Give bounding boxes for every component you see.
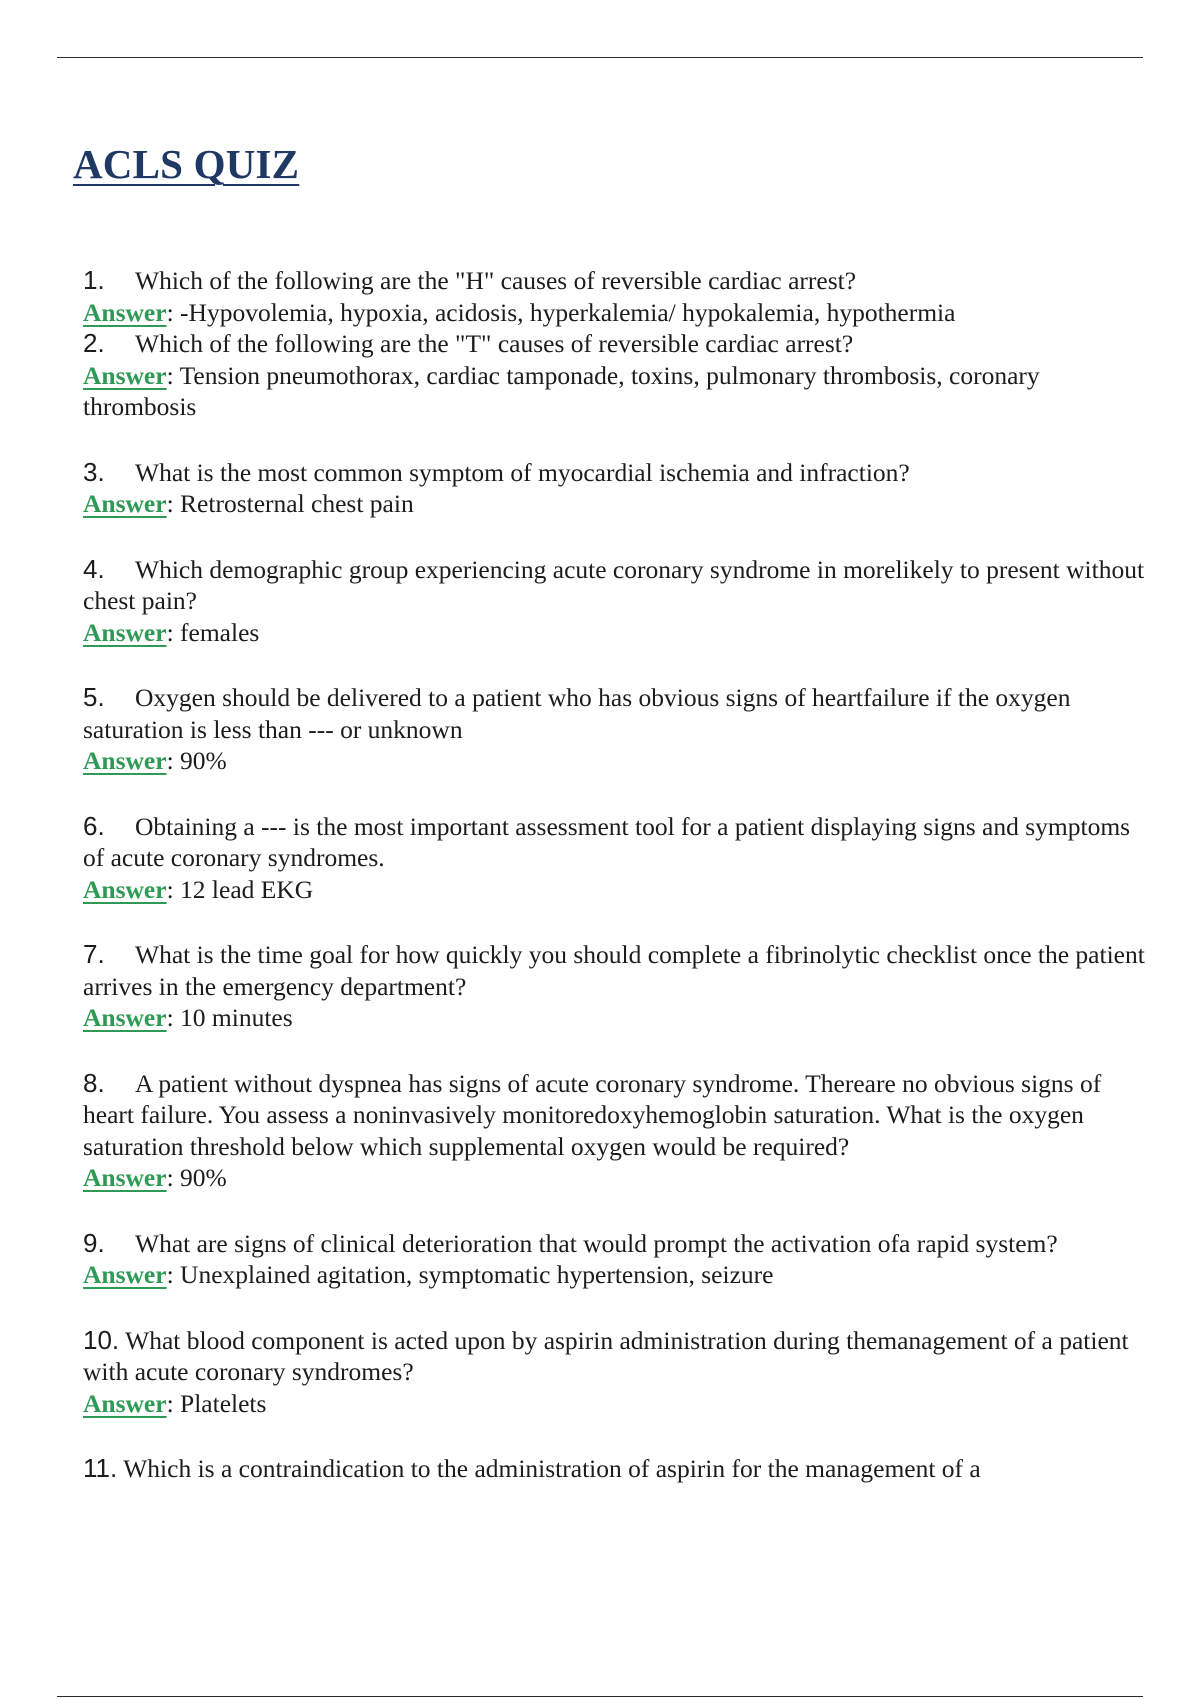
- qa-item: [83, 265, 1153, 328]
- answer-text: : 10 minutes: [166, 1003, 293, 1032]
- question: [83, 682, 1153, 745]
- qa-item: [83, 457, 1153, 520]
- question: [83, 328, 1153, 360]
- answer-label: Answer: [83, 297, 167, 327]
- answer-label: Answer: [83, 874, 167, 904]
- question-text: Which of the following are the "T" causes of reversible cardiac arrest?: [135, 329, 854, 358]
- question-text: What are signs of clinical deterioration that would prompt the activation ofa rapid system?: [135, 1228, 1058, 1258]
- question-list: [83, 265, 1153, 1485]
- answer: [83, 745, 1153, 777]
- answer-text: : 12 lead EKG: [166, 874, 314, 904]
- answer: [83, 1162, 1153, 1194]
- question: [83, 1325, 1153, 1388]
- answer-text: : Tension pneumothorax, cardiac tamponade, toxins, pulmonary thrombosis, coronary thrombosis: [83, 360, 1040, 421]
- answer: [83, 1259, 1153, 1291]
- answer-text: : Retrosternal chest pain: [166, 489, 414, 518]
- footer-rule: [57, 1696, 1143, 1697]
- page-title: ACLS QUIZ: [73, 141, 300, 187]
- question: [83, 457, 1153, 489]
- answer-label: Answer: [83, 617, 167, 647]
- qa-item: [83, 554, 1153, 649]
- question: [83, 811, 1153, 874]
- answer: [83, 617, 1153, 649]
- question-number: 8.: [83, 1067, 105, 1098]
- question-number: 11.: [83, 1453, 118, 1483]
- answer-text: : 90%: [166, 1163, 227, 1192]
- question-number: 4.: [83, 553, 105, 584]
- answer-label: Answer: [83, 1003, 167, 1032]
- question-number: 7.: [83, 939, 105, 969]
- question: [83, 265, 1153, 297]
- qa-item: [83, 682, 1153, 777]
- question: [83, 939, 1153, 1002]
- question: [83, 554, 1153, 617]
- qa-item: [83, 1228, 1153, 1291]
- question-number: 1.: [83, 265, 105, 295]
- question-text: A patient without dyspnea has signs of acute coronary syndrome. Thereare no obvious signs of heart failure. You assess a noninvasively monitoredoxyhemoglobin saturation. What is the oxygen saturation threshold below which supplemental oxygen would be required?: [83, 1068, 1102, 1161]
- answer-label: Answer: [83, 360, 167, 390]
- qa-item: [83, 939, 1153, 1034]
- answer-text: : 90%: [166, 746, 227, 775]
- qa-item: [83, 328, 1153, 423]
- question-number: 10.: [83, 1324, 120, 1355]
- question-number: 2.: [83, 328, 105, 358]
- question-text: What is the most common symptom of myocardial ischemia and infraction?: [135, 457, 910, 487]
- answer-label: Answer: [83, 1388, 167, 1418]
- answer-label: Answer: [83, 746, 167, 775]
- question: [83, 1068, 1153, 1163]
- answer-text: : -Hypovolemia, hypoxia, acidosis, hyperkalemia/ hypokalemia, hypothermia: [166, 297, 956, 327]
- answer: [83, 488, 1153, 520]
- answer: [83, 1002, 1153, 1034]
- answer: [83, 1388, 1153, 1420]
- answer-text: : Platelets: [166, 1388, 267, 1418]
- answer: [83, 360, 1153, 423]
- question-text: Oxygen should be delivered to a patient who has obvious signs of heartfailure if the oxygen saturation is less than --- or unknown: [83, 683, 1071, 744]
- answer-text: : Unexplained agitation, symptomatic hypertension, seizure: [166, 1260, 774, 1289]
- question-number: 9.: [83, 1227, 105, 1258]
- question-number: 5.: [83, 682, 105, 712]
- qa-item: [83, 1453, 1153, 1485]
- answer: [83, 297, 1153, 329]
- question: [83, 1228, 1153, 1260]
- question-text: Which demographic group experiencing acute coronary syndrome in morelikely to present without chest pain?: [83, 554, 1145, 615]
- answer-label: Answer: [83, 1163, 167, 1192]
- qa-item: [83, 1325, 1153, 1420]
- question-text: What blood component is acted upon by aspirin administration during themanagement of a patient with acute coronary syndromes?: [83, 1325, 1129, 1386]
- answer-text: : females: [166, 617, 260, 647]
- answer: [83, 874, 1153, 906]
- question-text: Which of the following are the "H" causes of reversible cardiac arrest?: [135, 266, 857, 295]
- answer-label: Answer: [83, 1260, 167, 1289]
- header-rule: [57, 57, 1143, 58]
- qa-item: [83, 1068, 1153, 1194]
- qa-item: [83, 811, 1153, 906]
- question-text: What is the time goal for how quickly you should complete a fibrinolytic checklist once the patient arrives in the emergency department?: [83, 940, 1145, 1001]
- question-text: Which is a contraindication to the administration of aspirin for the management of a: [123, 1454, 981, 1483]
- question: [83, 1453, 1153, 1485]
- question-number: 6.: [83, 810, 105, 841]
- answer-label: Answer: [83, 489, 167, 518]
- question-text: Obtaining a --- is the most important assessment tool for a patient displaying signs and symptoms of acute coronary syndromes.: [83, 811, 1131, 872]
- question-number: 3.: [83, 456, 105, 487]
